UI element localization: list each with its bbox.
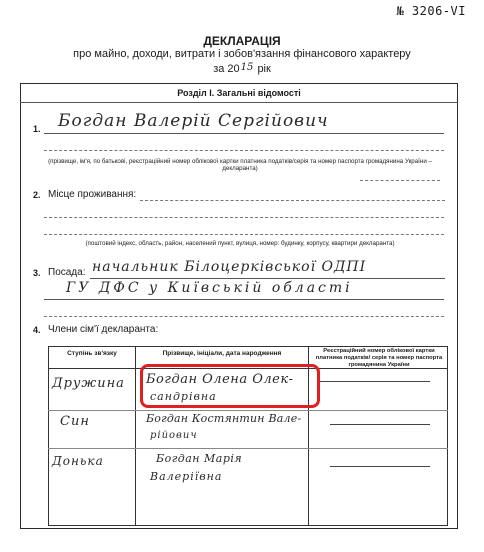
year-handwritten: 15 (240, 62, 254, 73)
field-2-line-2 (44, 217, 444, 218)
field-2-number: 2. (33, 190, 41, 200)
table-row-divider-2 (48, 448, 448, 449)
table-row-3-tax-dash (330, 466, 430, 467)
position-label: Посада: (48, 267, 86, 278)
section-title: Розділ I. Загальні відомості (177, 88, 301, 98)
field-3-line (90, 278, 445, 279)
field-1-caption: (прізвище, ім'я, по батькові, реєстраційний номер облікової картки платника податків/серія та номер паспорта громадянина України – декларанта) (48, 158, 432, 172)
table-row-2-name-line-2: рійович (150, 430, 198, 441)
residence-label: Місце проживання: (48, 189, 137, 200)
table-row-1-name-line-2: сандрівна (150, 390, 217, 403)
field-1-line-2 (44, 150, 444, 151)
table-row-2-relation: Син (60, 414, 90, 429)
field-2-line (140, 200, 445, 201)
field-3-number: 3. (33, 268, 41, 278)
document-number: № 3206-VI (396, 4, 466, 18)
table-header-name: Прізвище, ініціали, дата народження (162, 350, 282, 357)
field-1-redaction-mark (360, 180, 440, 181)
table-row-divider-1 (48, 410, 448, 411)
document-subtitle: про майно, доходи, витрати і зобов'язання фінансового характеру (73, 48, 411, 60)
year-word: рік (257, 63, 271, 75)
field-3-line-2 (44, 299, 444, 300)
position-value-line-1: начальник Білоцерківської ОДПІ (92, 259, 367, 275)
field-3-line-3 (44, 316, 444, 317)
field-1-number: 1. (33, 124, 41, 134)
document-title: ДЕКЛАРАЦІЯ (203, 34, 281, 48)
field-4-number: 4. (33, 325, 41, 335)
field-1-line (44, 133, 444, 134)
table-header-relation: Ступінь зв'язку (67, 350, 117, 357)
table-row-1-tax-dash (320, 381, 430, 382)
table-row-2-tax-dash (330, 424, 430, 425)
section-divider (20, 102, 458, 103)
table-row-1-name-line-1: Богдан Олена Олек- (146, 372, 294, 387)
position-value-line-2: ГУ ДФС у Київській області (66, 280, 353, 296)
year-prefix: за 20 (213, 63, 240, 75)
table-row-3-name-line-1: Богдан Марія (156, 452, 243, 465)
declaration-year (0, 62, 484, 75)
family-label: Члени сім'ї декларанта: (48, 324, 159, 335)
table-row-3-relation: Донька (52, 454, 104, 468)
table-row-3-name-line-2: Валеріївна (150, 470, 223, 483)
table-header-tax-id: Реєстраційний номер облікової картки платника податків/ серія та номер паспорта громадянина України (315, 348, 443, 368)
field-2-line-3 (44, 234, 444, 235)
table-column-divider-1 (135, 346, 136, 526)
highlight-box (140, 364, 320, 408)
field-2-caption: (поштовий індекс, область, район, населений пункт, вулиця, номер: будинку, корпусу, квартири декларанта) (85, 240, 395, 247)
table-row-1-relation: Дружина (52, 376, 125, 391)
declarant-name: Богдан Валерій Сергійович (58, 111, 329, 131)
table-row-2-name-line-1: Богдан Костянтин Вале- (146, 412, 302, 425)
